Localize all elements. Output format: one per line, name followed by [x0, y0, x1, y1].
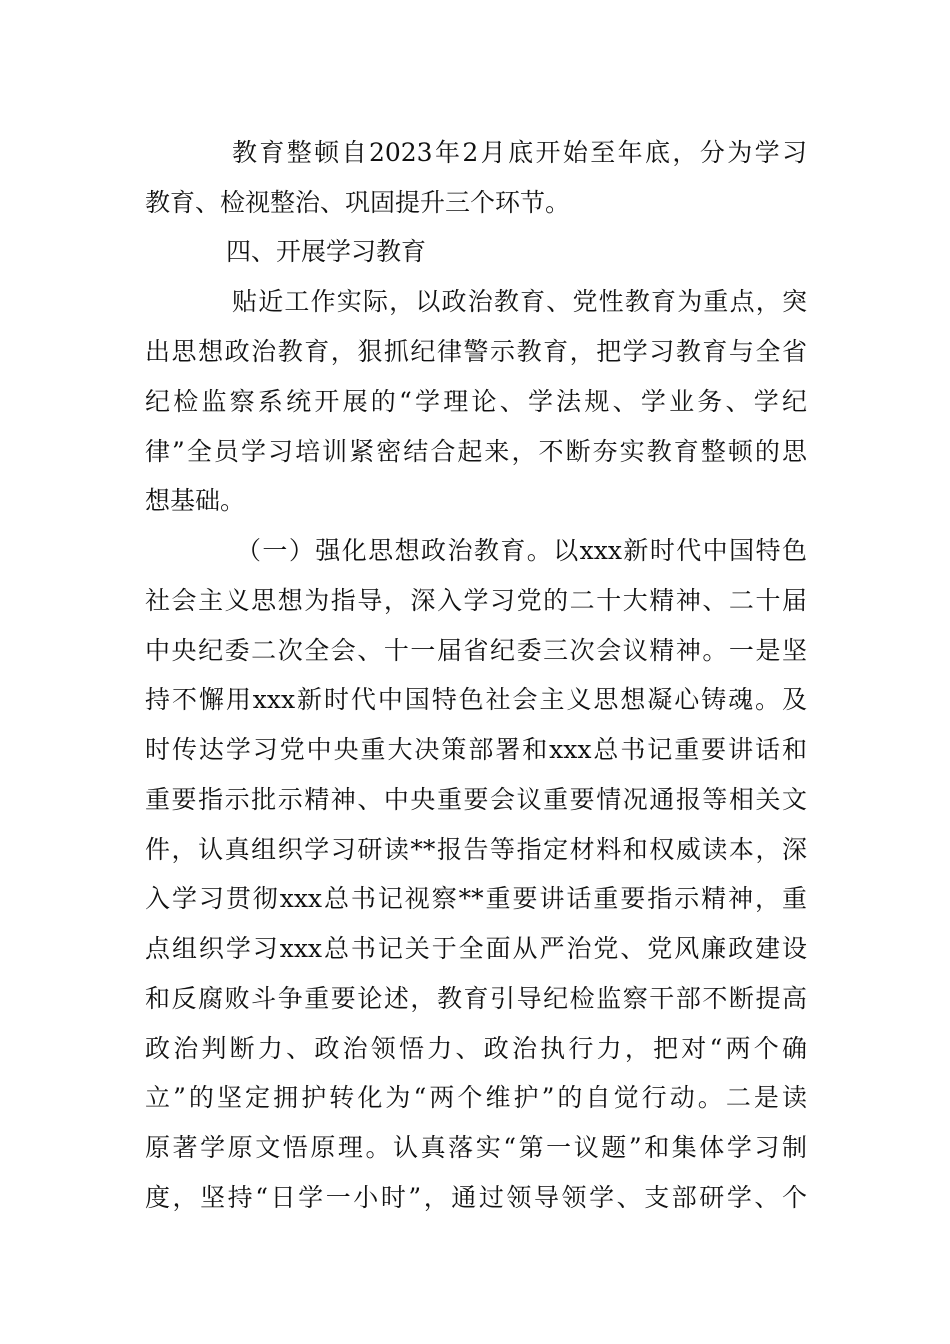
paragraph-3-line-12: 立”的坚定拥护转化为“两个维护”的自觉行动。二是读 — [145, 1083, 807, 1112]
paragraph-3-line-4: 持不懈用xxx新时代中国特色社会主义思想凝心铸魂。及 — [145, 685, 807, 714]
paragraph-1-line-1: 教育整顿自2023年2月底开始至年底，分为学习 — [232, 138, 807, 167]
paragraph-2-line-1: 贴近工作实际，以政治教育、党性教育为重点，突 — [232, 287, 807, 316]
paragraph-3-line-8: 入学习贯彻xxx总书记视察**重要讲话重要指示精神，重 — [145, 884, 807, 913]
paragraph-3-line-11: 政治判断力、政治领悟力、政治执行力，把对“两个确 — [145, 1034, 807, 1063]
paragraph-3-line-6: 重要指示批示精神、中央重要会议重要情况通报等相关文 — [145, 785, 807, 814]
paragraph-2-line-3: 纪检监察系统开展的“学理论、学法规、学业务、学纪 — [145, 387, 807, 416]
paragraph-3-line-7: 件，认真组织学习研读**报告等指定材料和权威读本，深 — [145, 835, 807, 864]
paragraph-3-line-10: 和反腐败斗争重要论述，教育引导纪检监察干部不断提高 — [145, 984, 807, 1013]
paragraph-3-line-14: 度，坚持“日学一小时”，通过领导领学、支部研学、个 — [145, 1183, 807, 1212]
paragraph-2-line-5: 想基础。 — [145, 486, 246, 515]
paragraph-2-line-2: 出思想政治教育，狠抓纪律警示教育，把学习教育与全省 — [145, 337, 807, 366]
paragraph-2-line-4: 律”全员学习培训紧密结合起来，不断夯实教育整顿的思 — [145, 437, 807, 466]
paragraph-3-line-1: （一）强化思想政治教育。以xxx新时代中国特色 — [236, 536, 807, 565]
paragraph-3-line-5: 时传达学习党中央重大决策部署和xxx总书记重要讲话和 — [145, 735, 807, 764]
paragraph-3-line-3: 中央纪委二次全会、十一届省纪委三次会议精神。一是坚 — [145, 636, 807, 665]
paragraph-3-line-13: 原著学原文悟原理。认真落实“第一议题”和集体学习制 — [145, 1133, 807, 1162]
paragraph-3-line-9: 点组织学习xxx总书记关于全面从严治党、党风廉政建设 — [145, 934, 807, 963]
paragraph-3-line-2: 社会主义思想为指导，深入学习党的二十大精神、二十届 — [145, 586, 807, 615]
paragraph-1-line-2: 教育、检视整治、巩固提升三个环节。 — [145, 188, 571, 217]
section-heading-4: 四、开展学习教育 — [226, 237, 427, 266]
